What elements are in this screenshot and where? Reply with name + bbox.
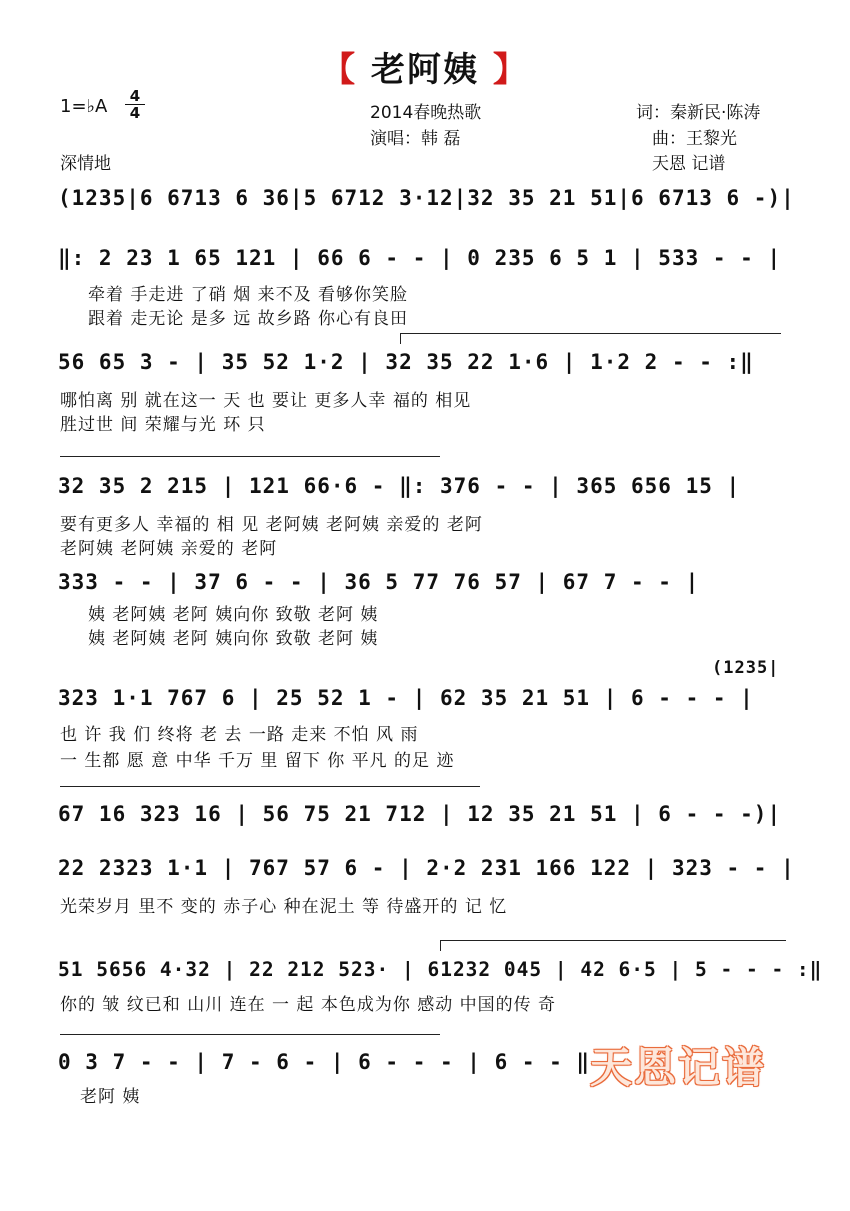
score-row-7: 67 16 323 16 | 56 75 21 712 | 12 35 21 51 | 6 - - -)| — [58, 802, 782, 826]
transcriber: 天恩 记谱 — [652, 154, 726, 174]
lyric-row-3b: 胜过世 间 荣耀与光 环 只 — [60, 415, 266, 435]
score-row-10: 0 3 7 - - | 7 - 6 - | 6 - - - | 6 - - ‖ — [58, 1050, 591, 1074]
score-row-8: 22 2323 1·1 | 767 57 6 - | 2·2 231 166 122 | 323 - - | — [58, 856, 795, 880]
lyric-row-6b: 一 生都 愿 意 中华 千万 里 留下 你 平凡 的足 迹 — [60, 751, 455, 771]
volta-2b — [60, 1034, 440, 1045]
lyricist: 词：秦新民·陈涛 — [636, 103, 761, 123]
score-row-3: 56 65 3 - | 35 52 1·2 | 32 35 22 1·6 | 1·2 2 - - :‖ — [58, 350, 754, 374]
volta-2 — [60, 456, 440, 467]
lyric-row-8: 光荣岁月 里不 变的 赤子心 种在泥土 等 待盛开的 记 忆 — [60, 897, 508, 917]
lyric-row-5b: 姨 老阿姨 老阿 姨向你 致敬 老阿 姨 — [88, 629, 379, 649]
score-row-1: (1235|6 6713 6 36|5 6712 3·12|32 35 21 51|6 6713 6 -)| — [58, 186, 795, 210]
lyric-row-2a: 牵着 手走进 了硝 烟 来不及 看够你笑脸 — [88, 285, 409, 305]
time-signature: 4 4 — [125, 88, 145, 121]
lyric-row-3a: 哪怕离 别 就在这一 天 也 要让 更多人幸 福的 相见 — [60, 391, 472, 411]
song-title: 【 老阿姨 】 — [321, 50, 529, 90]
score-row-2: ‖: 2 23 1 65 121 | 66 6 - - | 0 235 6 5 1 | 533 - - | — [58, 246, 782, 270]
key-signature: 1=♭A — [60, 96, 108, 117]
lyric-row-4b: 老阿姨 老阿姨 亲爱的 老阿 — [60, 539, 278, 559]
singer: 演唱：韩 磊 — [370, 129, 461, 149]
score-row-6-prefix: (1235| — [712, 658, 780, 678]
score-row-5: 333 - - | 37 6 - - | 36 5 77 76 57 | 67 7 - - | — [58, 570, 700, 594]
score-row-9: 51 5656 4·32 | 22 212 523· | 61232 045 | 42 6·5 | 5 - - - :‖ — [58, 958, 823, 981]
composer: 曲：王黎光 — [652, 129, 737, 149]
lyric-row-6a: 也 许 我 们 终将 老 去 一路 走来 不怕 风 雨 — [60, 725, 419, 745]
tempo-marking: 深情地 — [60, 154, 111, 174]
lyric-row-5a: 姨 老阿姨 老阿 姨向你 致敬 老阿 姨 — [88, 605, 379, 625]
lyric-row-10: 老阿 姨 — [80, 1087, 141, 1107]
lyric-row-4a: 要有更多人 幸福的 相 见 老阿姨 老阿姨 亲爱的 老阿 — [60, 515, 483, 535]
volta-1c — [440, 940, 786, 951]
subtitle: 2014春晚热歌 — [370, 103, 482, 123]
score-row-6: 323 1·1 767 6 | 25 52 1 - | 62 35 21 51 | 6 - - - | — [58, 686, 754, 710]
volta-1b — [60, 786, 480, 797]
volta-1 — [400, 333, 781, 344]
score-row-4: 32 35 2 215 | 121 66·6 - ‖: 376 - - | 365 656 15 | — [58, 474, 741, 498]
lyric-row-9: 你的 皱 纹已和 山川 连在 一 起 本色成为你 感动 中国的传 奇 — [60, 995, 557, 1015]
watermark-stamp: 天恩记谱 — [590, 1043, 767, 1092]
lyric-row-2b: 跟着 走无论 是多 远 故乡路 你心有良田 — [88, 309, 409, 329]
